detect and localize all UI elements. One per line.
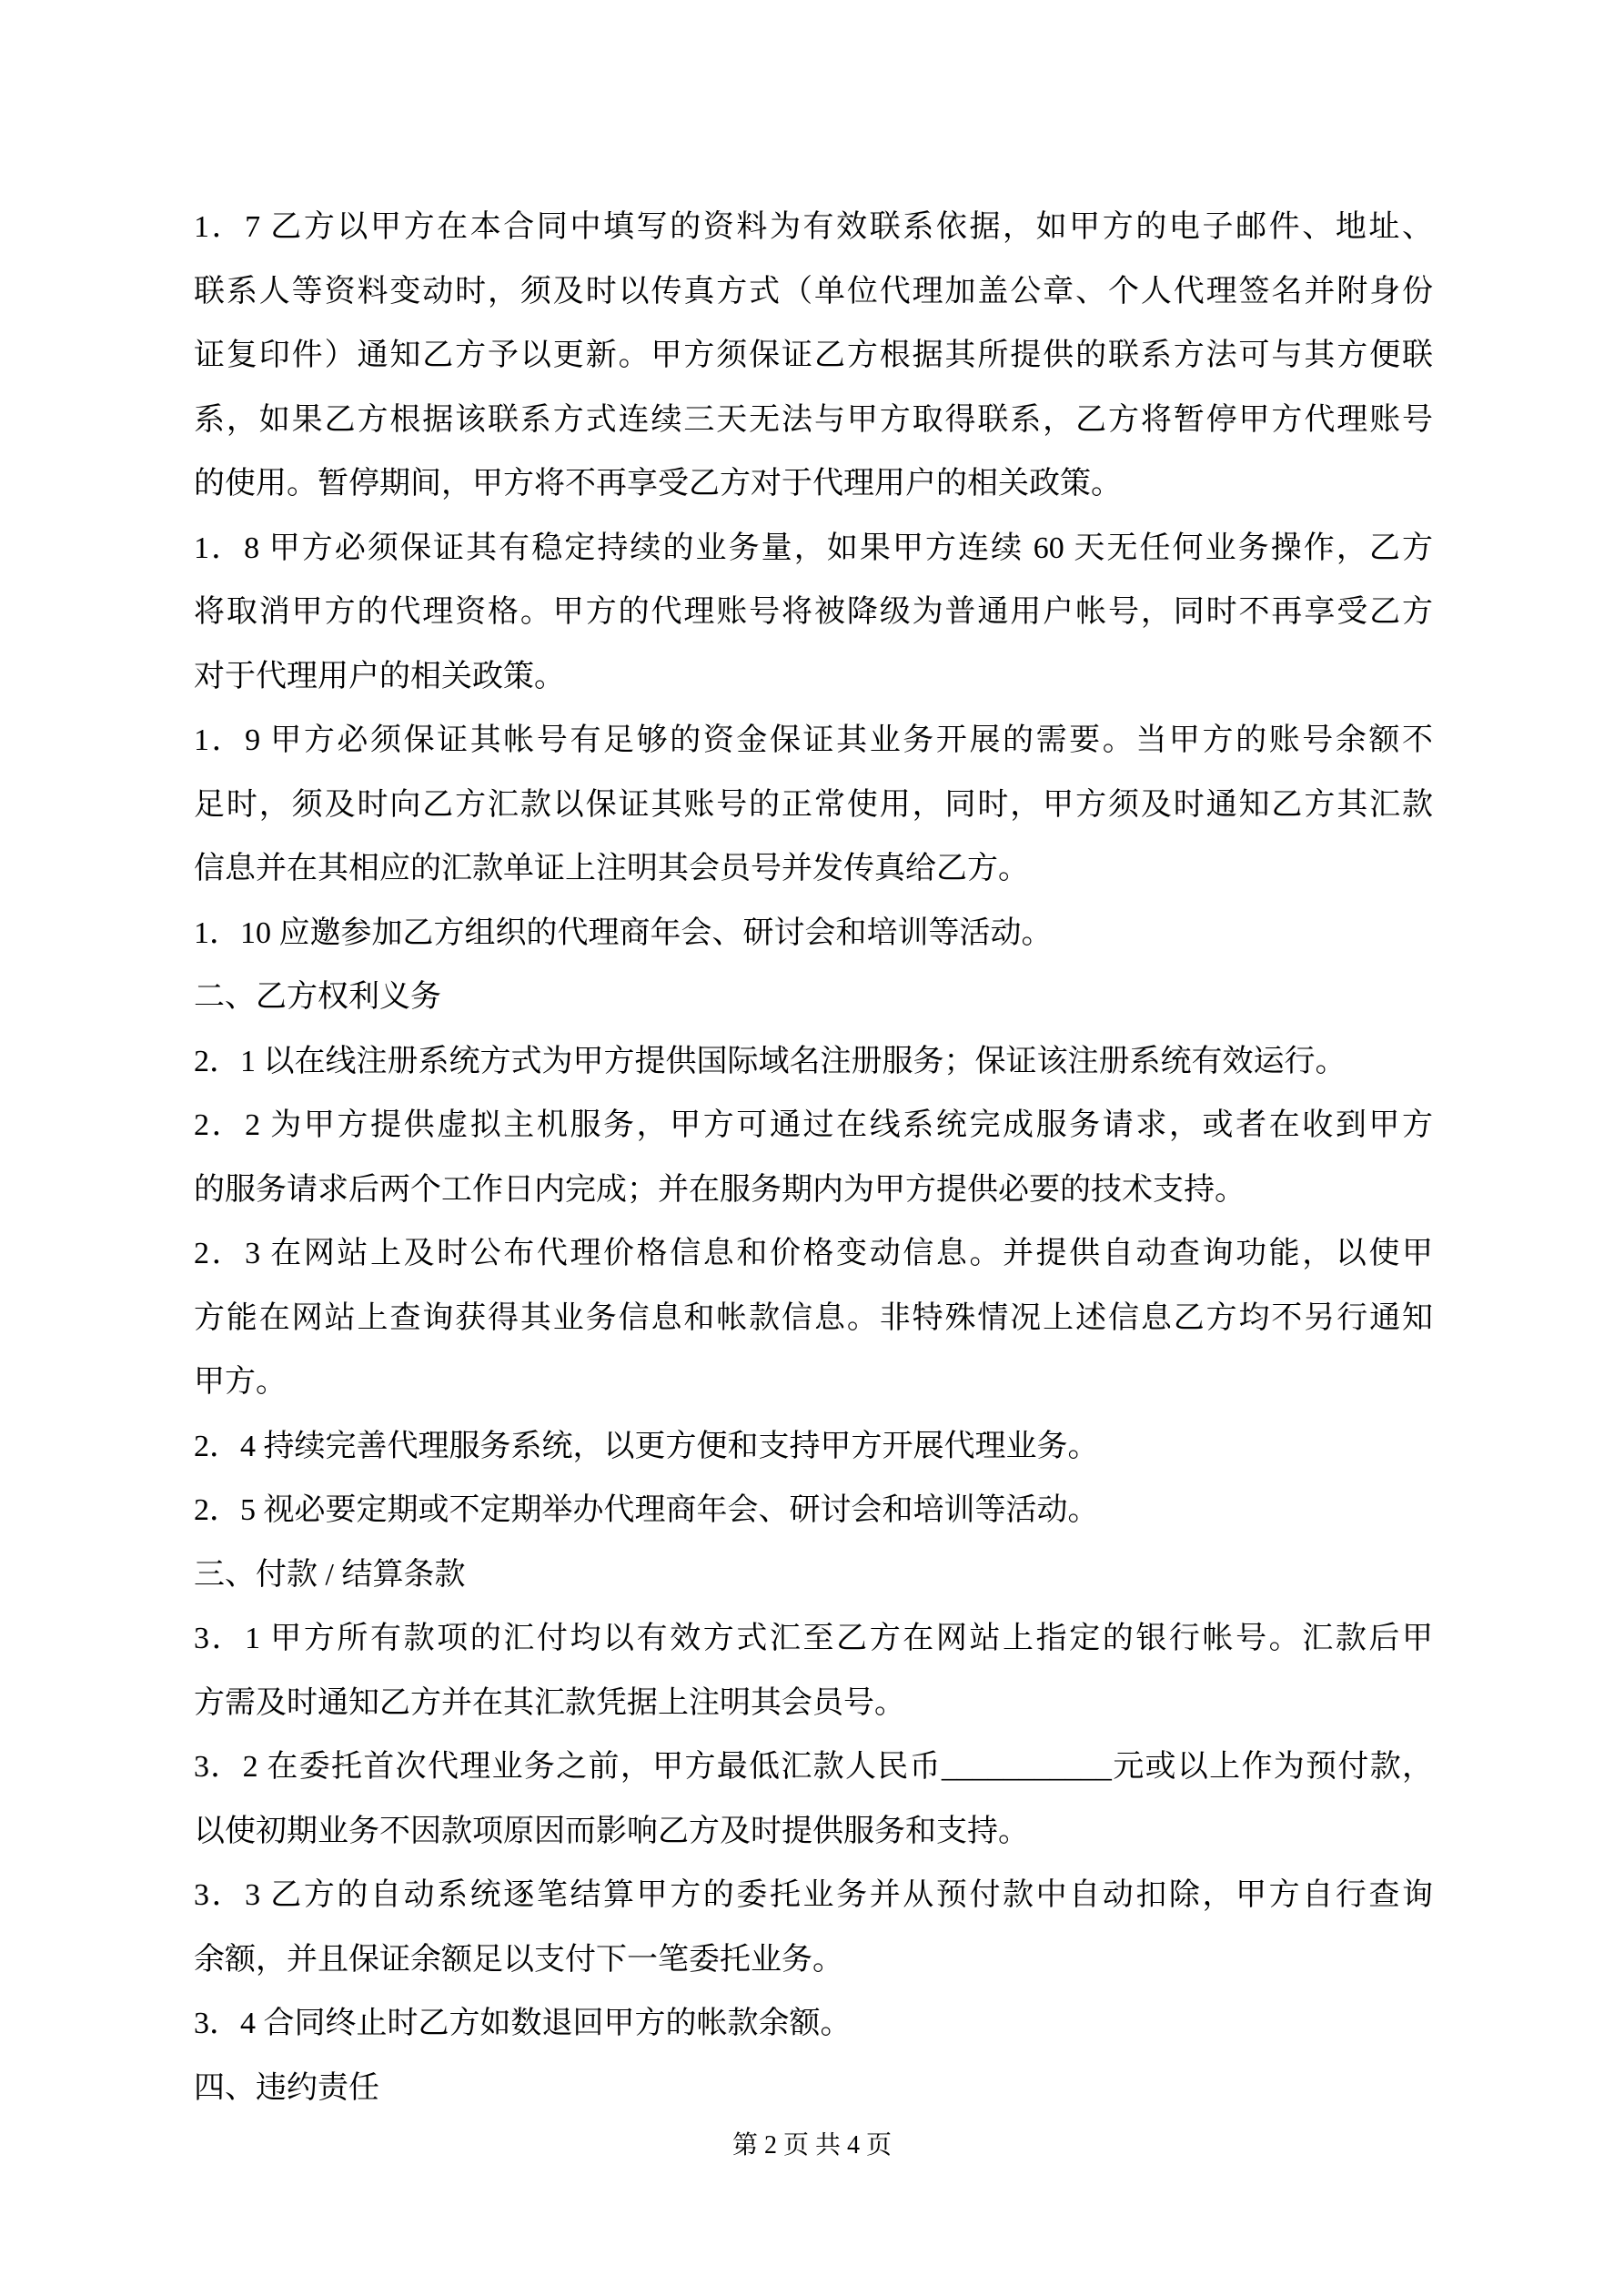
document-body — [194, 196, 1433, 2120]
text-line: 1．7 乙方以甲方在本合同中填写的资料为有效联系依据，如甲方的电子邮件、地址、 — [194, 210, 1433, 244]
text-line: 1．9 甲方必须保证其帐号有足够的资金保证其业务开展的需要。当甲方的账号余额不 — [194, 723, 1433, 757]
text-line: 1．10 应邀参加乙方组织的代理商年会、研讨会和培训等活动。 — [194, 915, 1053, 950]
text-line: 方能在网站上查询获得其业务信息和帐款信息。非特殊情况上述信息乙方均不另行通知 — [194, 1300, 1433, 1335]
text-line: 2．4 持续完善代理服务系统，以更方便和支持甲方开展代理业务。 — [194, 1429, 1099, 1463]
clause-2-2 — [194, 1094, 1433, 1222]
clause-1-7 — [194, 196, 1433, 517]
clause-3-2 — [194, 1735, 1433, 1864]
text-line: 3．1 甲方所有款项的汇付均以有效方式汇至乙方在网站上指定的银行帐号。汇款后甲 — [194, 1622, 1433, 1655]
text-line: 3．3 乙方的自动系统逐笔结算甲方的委托业务并从预付款中自动扣除，甲方自行查询 — [194, 1878, 1433, 1912]
text-line: 2．5 视必要定期或不定期举办代理商年会、研讨会和培训等活动。 — [194, 1493, 1099, 1527]
clause-2-1 — [194, 1030, 1433, 1095]
text-line: 1．8 甲方必须保证其有稳定持续的业务量，如果甲方连续 60 天无任何业务操作，乙方 — [194, 531, 1433, 565]
text-line: 二、乙方权利义务 — [194, 980, 441, 1014]
section-heading-2 — [194, 966, 1433, 1030]
text-line: 的使用。暂停期间，甲方将不再享受乙方对于代理用户的相关政策。 — [194, 467, 1122, 501]
text-line: 四、违约责任 — [194, 2070, 379, 2105]
text-line: 2．3 在网站上及时公布代理价格信息和价格变动信息。并提供自动查询功能，以使甲 — [194, 1237, 1433, 1270]
text-line: 2．1 以在线注册系统方式为甲方提供国际域名注册服务；保证该注册系统有效运行。 — [194, 1044, 1347, 1078]
text-line: 信息并在其相应的汇款单证上注明其会员号并发传真给乙方。 — [194, 852, 1029, 885]
clause-3-3 — [194, 1864, 1433, 1992]
clause-1-9 — [194, 709, 1433, 902]
text-line: 证复印件）通知乙方予以更新。甲方须保证乙方根据其所提供的联系方法可与其方便联 — [194, 339, 1433, 372]
text-line: 余额，并且保证余额足以支付下一笔委托业务。 — [194, 1942, 843, 1977]
text-line: 三、付款 / 结算条款 — [194, 1557, 466, 1592]
clause-2-4 — [194, 1415, 1433, 1480]
clause-3-1 — [194, 1607, 1433, 1735]
clause-1-10 — [194, 902, 1433, 966]
clause-2-5 — [194, 1479, 1433, 1543]
text-line: 系，如果乙方根据该联系方式连续三天无法与甲方取得联系，乙方将暂停甲方代理账号 — [194, 402, 1433, 437]
text-line: 以使初期业务不因款项原因而影响乙方及时提供服务和支持。 — [194, 1814, 1029, 1848]
text-line: 联系人等资料变动时，须及时以传真方式（单位代理加盖公章、个人代理签名并附身份 — [194, 274, 1433, 308]
text-line: 足时，须及时向乙方汇款以保证其账号的正常使用，同时，甲方须及时通知乙方其汇款 — [194, 787, 1433, 822]
text-line: 3．2 在委托首次代理业务之前，甲方最低汇款人民币___________元或以上作为预付款， — [194, 1750, 1433, 1784]
text-line: 对于代理用户的相关政策。 — [194, 659, 565, 693]
text-line: 甲方。 — [194, 1365, 287, 1399]
text-line: 2．2 为甲方提供虚拟主机服务，甲方可通过在线系统完成服务请求，或者在收到甲方 — [194, 1108, 1433, 1142]
text-line: 方需及时通知乙方并在其汇款凭据上注明其会员号。 — [194, 1685, 905, 1720]
clause-3-4 — [194, 1992, 1433, 2057]
clause-2-3 — [194, 1222, 1433, 1415]
page-footer — [0, 2128, 1624, 2164]
page-number-label: 第 2 页 共 4 页 — [731, 2131, 892, 2159]
text-line: 3．4 合同终止时乙方如数退回甲方的帐款余额。 — [194, 2007, 852, 2040]
clause-1-8 — [194, 517, 1433, 710]
section-heading-4 — [194, 2057, 1433, 2121]
section-heading-3 — [194, 1543, 1433, 1608]
text-line: 的服务请求后两个工作日内完成；并在服务期内为甲方提供必要的技术支持。 — [194, 1172, 1246, 1207]
text-line: 将取消甲方的代理资格。甲方的代理账号将被降级为普通用户帐号，同时不再享受乙方 — [194, 595, 1433, 629]
